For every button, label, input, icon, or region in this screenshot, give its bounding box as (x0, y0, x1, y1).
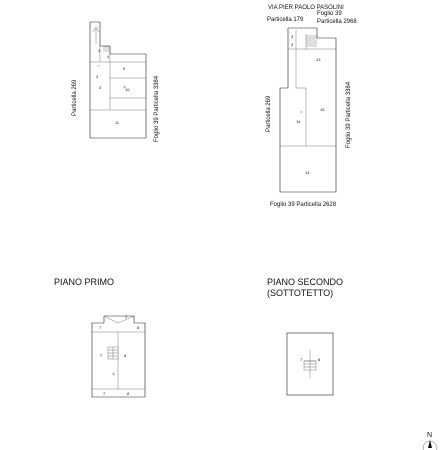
room-label: 7 (103, 391, 106, 396)
parcel-label-north-east: Foglio 39 (317, 11, 342, 17)
room-label: 3 (98, 48, 101, 53)
room-label: 8 (137, 325, 140, 330)
second-floor-plan (267, 277, 343, 395)
room-label: 7 (100, 353, 103, 358)
room-label: 8 (124, 353, 127, 358)
parcel-label-west: Particella 269 (266, 95, 272, 132)
room-label: 4 (107, 54, 110, 59)
first-floor-plan (54, 277, 145, 397)
room-label: 3 (99, 85, 102, 90)
room-label: 2 (125, 314, 128, 319)
room-label: 8 (318, 357, 321, 362)
room-label: 9 (123, 66, 126, 71)
room-label: 7 (300, 357, 303, 362)
parcel-label-east: Foglio 39 Particella 3384 (346, 81, 352, 148)
room-label: 3 (291, 42, 294, 47)
parcel-label-west: Particella 269 (72, 79, 78, 116)
room-label: 14 (305, 170, 310, 175)
parcel-label-east: Foglio 39 Particella 3384 (154, 75, 160, 142)
second-floor-subtitle: (SOTTOTETTO) (267, 288, 334, 298)
room-label: 3 (291, 34, 294, 39)
north-arrow-icon (423, 432, 437, 450)
room-label: 7 (99, 325, 102, 330)
parcel-label-north-east: Particella 2968 (317, 19, 357, 25)
parcel-label-north: Particella 179 (267, 17, 304, 23)
room-label: 13 (316, 57, 321, 62)
room-label: 14 (296, 119, 301, 124)
right-ground-plan (266, 5, 357, 208)
left-ground-plan (72, 22, 160, 142)
parcel-label-south: Foglio 39 Particella 2628 (270, 202, 337, 208)
north-label: N (427, 432, 433, 439)
street-label: VIA PIER PAOLO PASOLINI (268, 5, 344, 11)
room-label: 10 (125, 87, 130, 92)
second-floor-title: PIANO SECONDO (267, 277, 344, 287)
room-label: 8 (127, 391, 130, 396)
first-floor-title: PIANO PRIMO (54, 277, 115, 287)
room-label: 11 (115, 120, 120, 125)
room-label: 15 (320, 107, 325, 112)
room-label: 3 (96, 74, 99, 79)
